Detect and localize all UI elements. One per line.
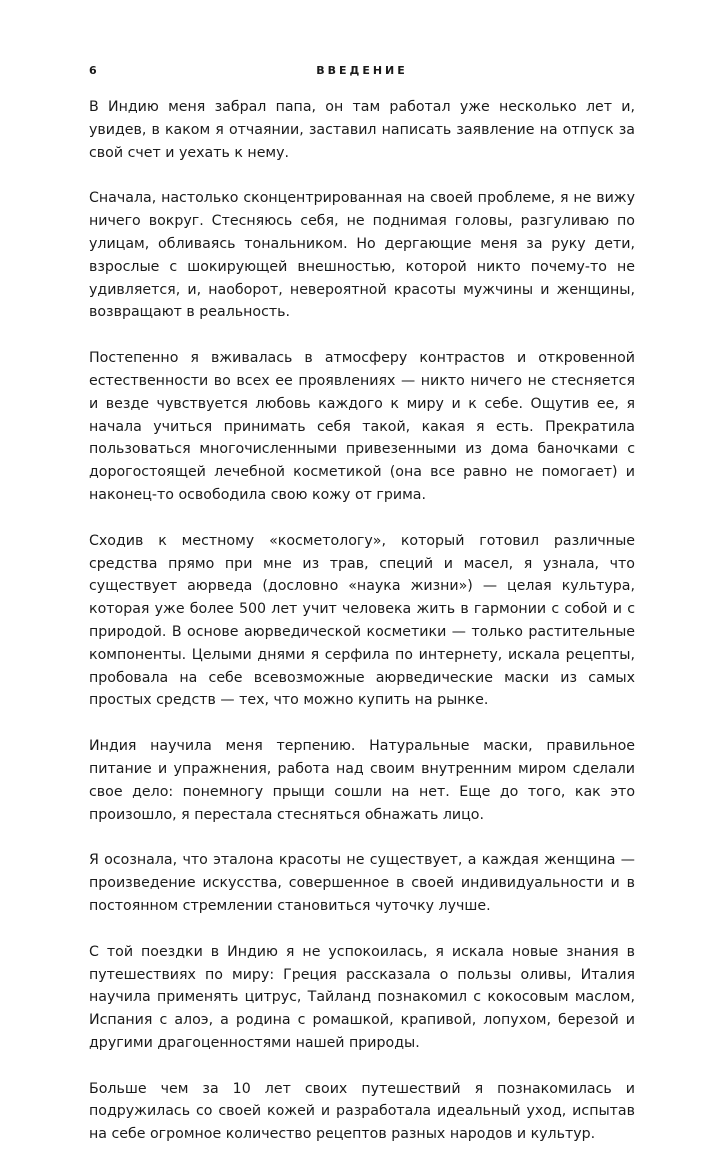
paragraph-5: Индия научила меня терпению. Натуральные маски, правильное питание и упражнения, работа над своим внутренним миром сделали свое дело: понемногу прыщи сошли на нет. Еще до того, как это произошло, я перестала стесняться обнажать лицо. — [89, 738, 635, 823]
paragraph-8: Больше чем за 10 лет своих путешествий я познакомилась и подружилась со своей кожей и разработала идеальный уход, испытав на себе огромное количество рецептов разных народов и культур. — [89, 1080, 635, 1143]
paragraph-4: Сходив к местному «косметологу», который готовил различные средства прямо при мне из трав, специй и масел, я узнала, что существует аюрведа (дословно «наука жизни») — целая культура, которая уже более 500 лет учит человека жить в гармонии с собой и с природой. В основе аюрведической косметики — только растительные компоненты. Целыми днями я серфила по интернету, искала рецепты, пробовала на себе всевозможные аюрведические маски из самых простых средств — тех, что можно купить на рынке. — [89, 532, 635, 709]
section-title: ВВЕДЕНИЕ — [316, 64, 408, 77]
paragraph-7: С той поездки в Индию я не успокоилась, я искала новые знания в путешествиях по миру: Греция рассказала о пользы оливы, Италия научила применять цитрус, Тайланд познакомил с кокосовым маслом, Испания с алоэ, а родина с ромашкой, крапивой, лопухом, березой и другими драгоценностями нашей природы. — [89, 943, 635, 1051]
running-head — [89, 64, 635, 86]
body-text — [89, 96, 635, 1146]
paragraph-1: В Индию меня забрал папа, он там работал уже несколько лет и, увидев, в каком я отчаянии, заставил написать заявление на отпуск за свой счет и уехать к нему. — [89, 99, 635, 161]
paragraph-2: Сначала, настолько сконцентрированная на своей проблеме, я не вижу ничего вокруг. Стесняюсь себя, не поднимая головы, разгуливаю по улицам, обливаясь тональником. Но дергающие меня за руку дети, взрослые с шокирующей внешностью, которой никто почему-то не удивляется, и, наоборот, невероятной красоты мужчины и женщины, возвращают в реальность. — [89, 190, 635, 321]
paragraph-3: Постепенно я вживалась в атмосферу контрастов и откровенной естественности во всех ее проявлениях — никто ничего не стесняется и везде чувствуется любовь каждого к миру и к себе. Ощутив ее, я начала учиться принимать себя такой, какая я есть. Прекратила пользоваться многочисленными привезенными из дома баночками с дорогостоящей лечебной косметикой (она все равно не помогает) и наконец-то освободила свою кожу от грима. — [89, 350, 635, 503]
book-page — [89, 64, 635, 1169]
paragraph-6: Я осознала, что эталона красоты не существует, а каждая женщина — произведение искусства, совершенное в своей индивидуальности и в постоянном стремлении становиться чуточку лучше. — [89, 852, 635, 914]
page-number: 6 — [89, 64, 97, 77]
